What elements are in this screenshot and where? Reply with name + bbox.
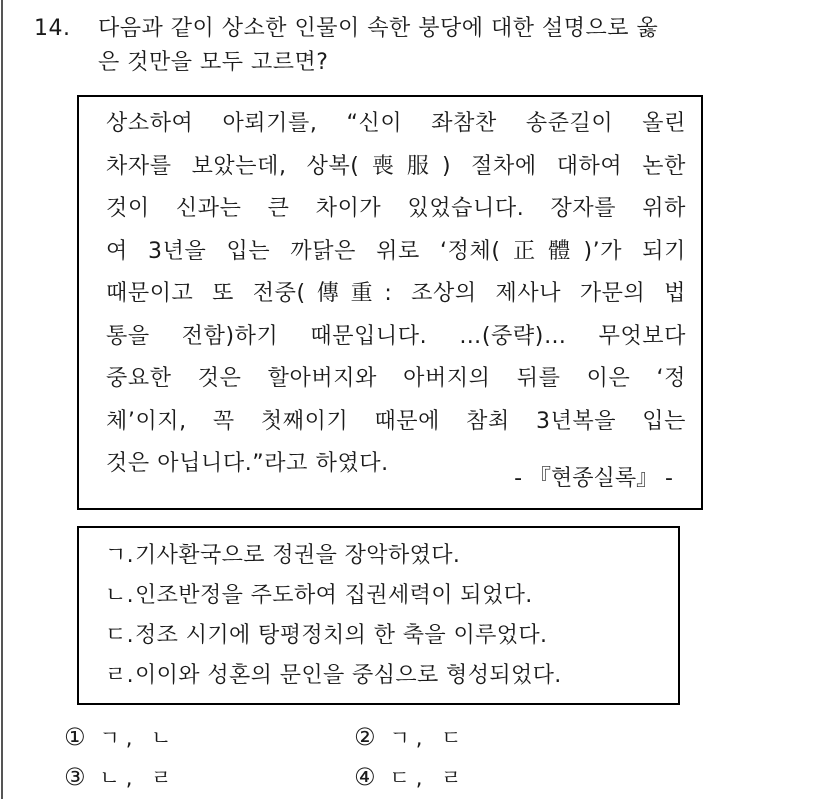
statement-text: 정조 시기에 탕평정치의 한 축을 이루었다. <box>135 623 548 648</box>
answer-option-1[interactable] <box>64 722 177 752</box>
passage-line: 통을 전함)하기 때문입니다. …(중략)… 무엇보다 <box>106 323 686 349</box>
statement-item <box>105 576 562 616</box>
statement-mark: ㄴ. <box>105 583 135 608</box>
answer-number: ④ <box>354 763 376 791</box>
source-passage-box <box>77 95 703 510</box>
passage-line: 중요한 것은 할아버지와 아버지의 뒤를 이은 ‘정 <box>106 366 686 391</box>
question-text-line2: 은 것만을 모두 고르면? <box>98 50 329 75</box>
passage-line: 여 3년을 입는 까닭은 위로 ‘정체(正體)’가 되기 <box>106 238 686 264</box>
question-number: 14. <box>34 16 71 41</box>
statement-item <box>105 656 562 696</box>
answer-option-4[interactable] <box>354 762 467 792</box>
statement-text: 기사환국으로 정권을 장악하였다. <box>135 543 461 568</box>
statement-text: 인조반정을 주도하여 집권세력이 되었다. <box>135 583 533 608</box>
statements-box <box>77 526 680 705</box>
source-passage <box>106 103 686 486</box>
answer-text: ㄱ, ㄴ <box>99 726 178 750</box>
answer-option-3[interactable] <box>64 762 177 792</box>
answer-text: ㄴ, ㄹ <box>99 766 178 790</box>
source-citation: - 『현종실록』 - <box>514 466 673 491</box>
answer-text: ㄷ, ㄹ <box>389 766 468 790</box>
passage-line: 때문이고 또 전중(傳重: 조상의 제사나 가문의 법 <box>106 281 686 306</box>
statements-list <box>105 536 562 696</box>
question-stem <box>34 12 774 80</box>
passage-line: 것이 신과는 큰 차이가 있었습니다. 장자를 위하 <box>106 196 686 221</box>
statement-mark: ㄷ. <box>105 623 135 648</box>
question-text-line1: 다음과 같이 상소한 인물이 속한 붕당에 대한 설명으로 옳 <box>98 16 659 41</box>
statement-mark: ㄱ. <box>105 543 135 568</box>
statement-text: 이이와 성혼의 문인을 중심으로 형성되었다. <box>135 663 562 688</box>
passage-line: 차자를 보았는데, 상복(喪服) 절차에 대하여 논한 <box>106 153 686 179</box>
statement-mark: ㄹ. <box>105 663 135 688</box>
answer-number: ① <box>64 723 86 751</box>
passage-line: 상소하여 아뢰기를, “신이 좌참찬 송준길이 올린 <box>106 111 686 136</box>
answer-number: ② <box>354 723 376 751</box>
answer-option-2[interactable] <box>354 722 467 752</box>
statement-item <box>105 536 562 576</box>
passage-line: 것은 아닙니다.”라고 하였다. <box>106 451 389 476</box>
statement-item <box>105 616 562 656</box>
answer-text: ㄱ, ㄷ <box>389 726 468 750</box>
left-margin-rule <box>1 0 3 799</box>
passage-line: 체’이지, 꼭 첫째이기 때문에 참최 3년복을 입는 <box>106 408 686 434</box>
answer-number: ③ <box>64 763 86 791</box>
